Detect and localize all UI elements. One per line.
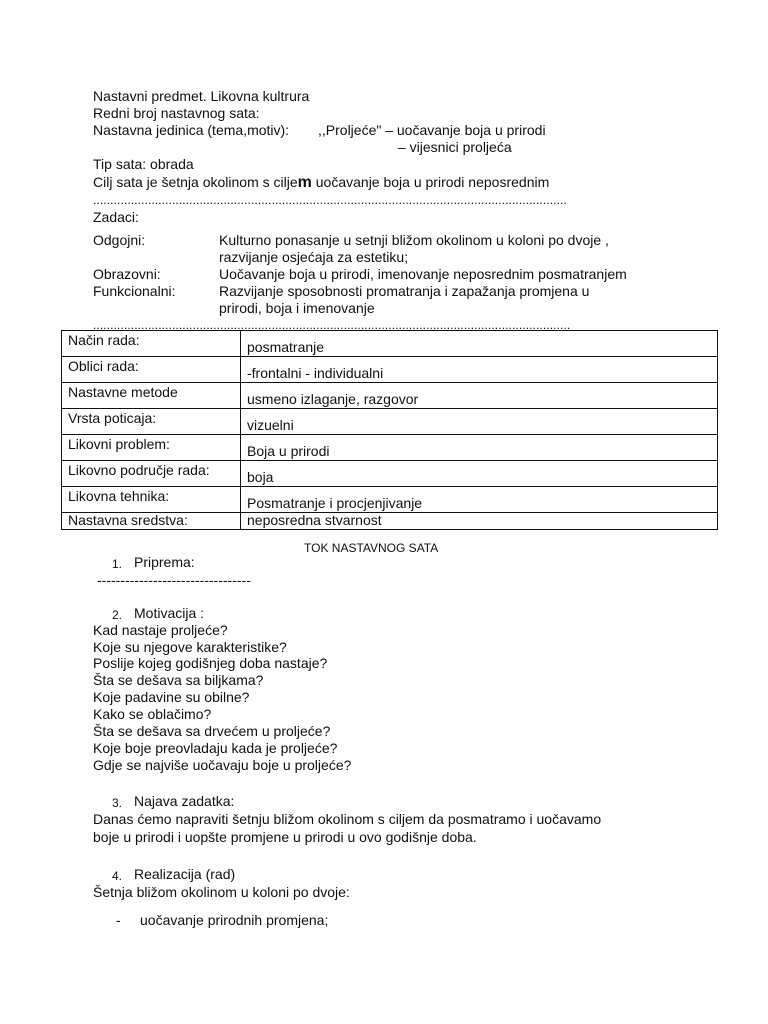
goal-bold-m: m bbox=[297, 174, 312, 191]
section-1-title: Priprema: bbox=[134, 554, 195, 570]
dotted-rule-2: ........................................................................................................................................... bbox=[93, 318, 571, 332]
tasks-heading: Zadaci: bbox=[93, 209, 139, 225]
task-obrazovni-label: Obrazovni: bbox=[93, 266, 161, 282]
section-1-dashes: --------------------------------- bbox=[97, 572, 251, 588]
table-row bbox=[62, 383, 718, 409]
question: Šta se dešava sa drvećem u proljeće? bbox=[93, 723, 331, 739]
row-value: usmeno izlaganje, razgovor bbox=[241, 383, 718, 409]
section-3-text-2: boje u prirodi i uopšte promjene u prirodi u ovo godišnje doba. bbox=[93, 829, 477, 845]
question: Kad nastaje proljeće? bbox=[93, 622, 228, 638]
lesson-goal bbox=[93, 174, 549, 191]
lesson-flow-title: TOK NASTAVNOG SATA bbox=[304, 541, 439, 555]
table-row bbox=[62, 435, 718, 461]
task-odgojni-text-2: razvijanje osjećaja za estetiku; bbox=[219, 249, 409, 265]
question: Gdje se najviše uočavaju boje u proljeće? bbox=[93, 757, 352, 773]
row-label: Likovno područje rada: bbox=[62, 461, 241, 487]
table-row bbox=[62, 409, 718, 435]
task-funkcionalni-text-2: prirodi, boja i imenovanje bbox=[219, 300, 375, 316]
row-label: Nastavne metode bbox=[62, 383, 241, 409]
section-4-number: 4. bbox=[112, 869, 123, 883]
row-value: posmatranje bbox=[241, 331, 718, 357]
row-label: Likovna tehnika: bbox=[62, 487, 241, 513]
row-value: boja bbox=[241, 461, 718, 487]
row-label: Nastavna sredstva: bbox=[62, 513, 241, 530]
section-3-title: Najava zadatka: bbox=[134, 793, 235, 809]
lesson-type: Tip sata: obrada bbox=[93, 156, 194, 172]
section-4-text-1: Šetnja bližom okolinom u koloni po dvoje: bbox=[93, 884, 350, 900]
lesson-info-table bbox=[61, 330, 718, 530]
section-3-number: 3. bbox=[112, 796, 123, 810]
unit-value-2: – vijesnici proljeća bbox=[398, 139, 512, 155]
table-row bbox=[62, 461, 718, 487]
task-odgojni-label: Odgojni: bbox=[93, 232, 146, 248]
bullet-dash: - bbox=[116, 912, 121, 928]
task-funkcionalni-label: Funkcionalni: bbox=[93, 283, 176, 299]
question: Koje boje preovladaju kada je proljeće? bbox=[93, 740, 338, 756]
row-value: -frontalni - individualni bbox=[241, 357, 718, 383]
unit-value: ,,Proljeće" – uočavanje boja u prirodi bbox=[318, 122, 546, 138]
row-value: neposredna stvarnost bbox=[241, 513, 718, 530]
section-4-bullet-1: uočavanje prirodnih promjena; bbox=[140, 912, 329, 928]
task-obrazovni-text: Uočavanje boja u prirodi, imenovanje neposrednim posmatranjem bbox=[219, 266, 627, 282]
subject-line: Nastavni predmet. Likovna kultrura bbox=[93, 88, 310, 104]
goal-text-a: Cilj sata je šetnja okolinom s cilje bbox=[93, 174, 298, 190]
section-3-text-1: Danas ćemo napraviti šetnju bližom okolinom s ciljem da posmatramo i uočavamo bbox=[93, 811, 602, 827]
task-funkcionalni-text-1: Razvijanje sposobnosti promatranja i zapažanja promjena u bbox=[219, 283, 590, 299]
section-1-number: 1. bbox=[112, 557, 123, 571]
table-row bbox=[62, 357, 718, 383]
lesson-number-line: Redni broj nastavnog sata: bbox=[93, 105, 260, 121]
table-row bbox=[62, 331, 718, 357]
row-value: Boja u prirodi bbox=[241, 435, 718, 461]
question: Koje su njegove karakteristike? bbox=[93, 639, 287, 655]
row-value: vizuelni bbox=[241, 409, 718, 435]
dotted-rule-1: .......................................................................................................................................... bbox=[93, 193, 567, 207]
task-odgojni-text-1: Kulturno ponasanje u setnji bližom okolinom u koloni po dvoje , bbox=[219, 232, 609, 248]
section-2-number: 2. bbox=[112, 608, 123, 622]
table-row bbox=[62, 487, 718, 513]
row-label: Vrsta poticaja: bbox=[62, 409, 241, 435]
unit-label: Nastavna jedinica (tema,motiv): bbox=[93, 122, 290, 138]
goal-text-b: uočavanje boja u prirodi neposrednim bbox=[311, 174, 550, 190]
question: Poslije kojeg godišnjeg doba nastaje? bbox=[93, 655, 328, 671]
question: Šta se dešava sa biljkama? bbox=[93, 672, 264, 688]
question: Kako se oblačimo? bbox=[93, 706, 212, 722]
row-label: Likovni problem: bbox=[62, 435, 241, 461]
section-4-title: Realizacija (rad) bbox=[134, 866, 236, 882]
question: Koje padavine su obilne? bbox=[93, 689, 250, 705]
row-label: Oblici rada: bbox=[62, 357, 241, 383]
row-label: Način rada: bbox=[62, 331, 241, 357]
section-2-title: Motivacija : bbox=[134, 605, 205, 621]
table-row bbox=[62, 513, 718, 530]
row-value: Posmatranje i procjenjivanje bbox=[241, 487, 718, 513]
